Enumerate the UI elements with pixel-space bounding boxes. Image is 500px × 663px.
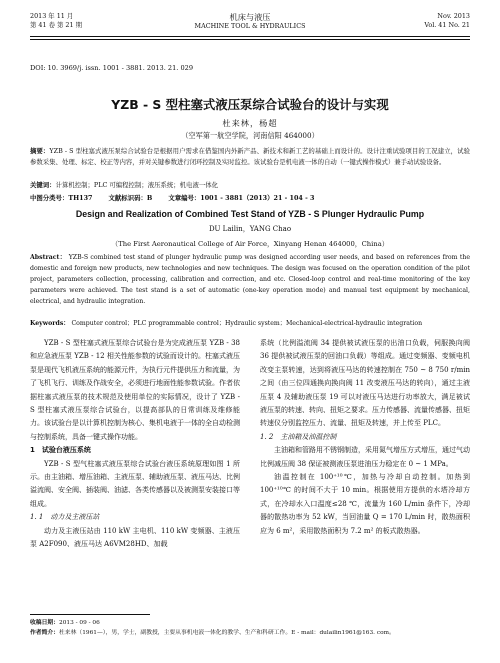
subsection-1-1-paragraph: 动力及主液压站由 110 kW 主电机、110 kW 变频器、主液压泵 A2F090、液压马达 A6VM28HD、加载 [30,526,240,549]
title-en: Design and Realization of Combined Test Stand of YZB - S Plunger Hydraulic Pump [75,209,425,219]
subsection-1-2-paragraph-2: 油温控制在 100⁺¹⁰℃，加热与冷却自动控制。加热到 100⁺¹⁰℃ 的时间不大于 10 min。根据使用方提供的水塔冷却方式，在冷却水入口温度≤28 ℃，流量为 160 L/min 条件下，冷却器的散热功率为 52 kW，当回油量 Q = 170 L/min 时，散热面积应为 6 m²，采用散热面积为 7.2 m² 的板式散热器。 [260,473,470,535]
subsection-heading-1-2: 1. 2 主油箱及油温控制 [260,432,337,441]
section-heading-1: 1 试验台液压系统 [30,446,91,455]
continued-paragraph: 系统（比例溢流阀 34 提供被试液压泵的出油口负载，伺服换向阀 36 提供被试液压泵的回油口负载）等组成。通过变频器、变频电机改变主泵转速，达到将液压马达的转速控制在 750 ~ 8 750 r/min 之间（由三位四通换向换向阀 11 改变液压马达的转向），通过主液压泵 4 及辅助液压泵 19 可以对液压马达进行功率放大，满足被试液压泵的转速、转向、扭矩之要求。压力传感器、流量传感器、扭矩转速仪分别监控压力、流量、扭矩及转速，并上传至 PLC。 [260,339,470,428]
abstract-cn-text: YZB - S 型柱塞式液压泵综合试验台是根据用户需求在借鉴国内外新产品、新技术和新工艺的基础上而设计的。设计注重试验项目的工况建立，试验参数采集、处理、标定、校正等内容，并对关键参数进行闭环控制及实时监控。该试验台是机电液一体的自动（一键式操作模式）兼手动试验设备。 [30,147,471,166]
authors-en: DU Lailin，YANG Chao [208,225,292,233]
classification-cn [30,193,470,202]
keywords-cn-text: 计算机控制；PLC 可编程控制；液压系统；机电液一体化 [55,181,219,189]
received-label: 收稿日期： [30,620,59,626]
title-cn: YZB - S 型柱塞式液压泵综合试验台的设计与实现 [111,97,389,112]
document-code: 文献标识码：B [108,194,153,202]
doi: DOI: 10. 3969/j. issn. 1001 - 3881. 2013. 21. 029 [30,64,194,72]
subsection-heading-1-1: 1. 1 动力及主液压站 [30,513,100,522]
abstract-cn [30,146,470,168]
footnote [30,618,470,638]
author-bio: 杜来林（1961—），男，学士，副教授，主要从事机电液一体化的教学、生产和科研工作。E - mail：dulailin1961@163. com。 [59,630,395,636]
abstract-en-text: YZB-S combined test stand of plunger hydraulic pump was designed according user needs, and based on references from the domestic and foreign new products, new technologies and new techniques. The design was focused on the operation condition of the pilot project, parameters collection, processing, calibration and correction, and etc. Closed-loop control and real-time monitoring of the key parameters were achieved. The test stand is a set of automatic (one-key operation mode) and manual test equipment by mechanical, electrical, and hydraulic integration. [30,254,470,305]
body-column-left [30,337,240,552]
header-issue-en [424,12,470,30]
journal-name-cn: 机床与液压 [229,12,271,22]
clc-number: 中图分类号：TH137 [30,194,93,202]
article-number: 文章编号：1001 - 3881（2013）21 - 104 - 3 [168,194,315,202]
keywords-cn [30,180,470,189]
abstract-cn-label: 摘要： [30,147,50,155]
footnote-received [30,618,470,628]
abstract-en-label: Abstract： [30,254,67,261]
header-date-en: Nov. 2013 [437,12,470,20]
body-column-right [260,337,470,538]
subsection-1-2-paragraph-1: 主油箱和管路用不锈钢制造，采用氮气增压方式增压，通过气动比例减压阀 38 保证被测液压泵进油压力稳定在 0 ~ 1 MPa。 [260,446,470,468]
keywords-en [30,318,470,327]
header-rule-thin [30,39,470,40]
authors-cn: 杜来林，杨超 [222,118,278,128]
header-date-cn: 2013 年 11 月 [30,12,74,20]
footnote-author [30,628,470,638]
keywords-cn-label: 关键词： [30,181,56,189]
header-volume-en: Vol. 41 No. 21 [424,21,470,29]
journal-name-en: MACHINE TOOL & HYDRAULICS [194,22,306,30]
running-header [30,12,470,42]
keywords-en-text: Computer control；PLC programmable control；Hydraulic system；Mechanical-electrical-hydraulic integration [71,320,423,327]
intro-paragraph: YZB - S 型柱塞式液压泵综合试验台是为完成液压泵 YZB - 38 和应急液压泵 YZB - 12 相关性能参数的试验而设计的。柱塞式液压泵是现代飞机液压系统的能源元件，为执行元件提供压力和流量，为了飞机飞行、训练及作战安全，必须进行地面性能参数试验。作者依据柱塞式液压泵的技术规范及使用单位的实际情况，设计了 YZB - S 型柱塞式液压泵综合试验台，以提高部队的日常训练及维修能力。该试验台是以计算机控制为核心、集机电液于一体的全自动检测与控制系统，具备一键式操作功能。 [30,339,240,441]
footnote-rule [30,614,150,615]
header-rule-thick [30,36,470,37]
affiliation-cn: （空军第一航空学院，河南信阳 464000） [181,131,319,140]
affiliation-en: （The First Aeronautical College of Air Force，Xinyang Henan 464000，China） [111,240,389,248]
header-journal [30,12,470,31]
keywords-en-label: Keywords： [30,320,70,327]
header-volume-cn: 第 41 卷 第 21 期 [30,21,82,29]
received-date: 2013 - 09 - 06 [59,620,100,626]
section-1-paragraph: YZB - S 型气柱塞式液压泵综合试验台液压系统原理如图 1 所示。由主油箱、增压油箱、主液压泵、辅助液压泵、液压马达、比例溢流阀、安全阀、插装阀、油滤、各类传感器以及被测泵安装接口等组成。 [30,459,240,508]
abstract-en [30,252,470,307]
author-bio-label: 作者简介： [30,630,59,636]
